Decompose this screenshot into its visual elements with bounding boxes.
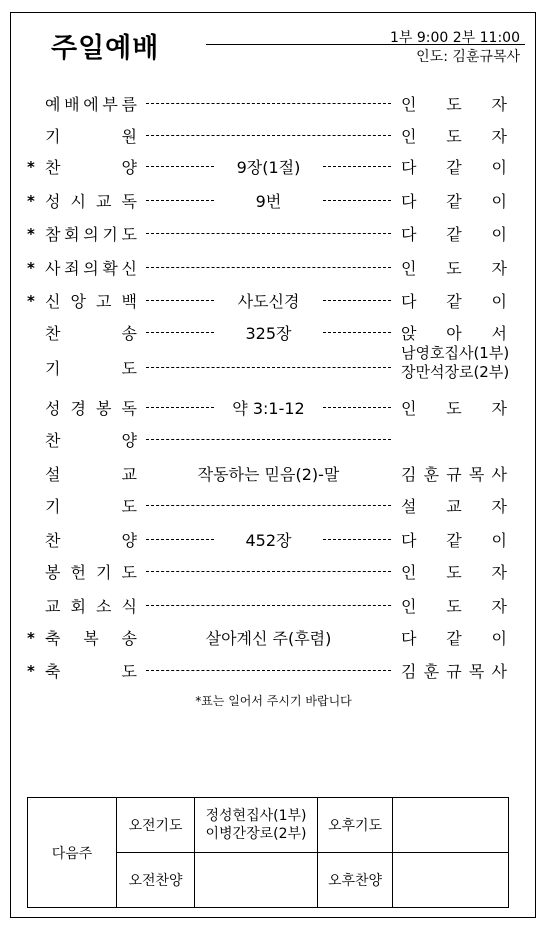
- order-row: [0, 252, 547, 282]
- order-item-name: 성 경 봉 독: [45, 399, 137, 418]
- order-row: [0, 285, 547, 315]
- order-row: [0, 317, 547, 347]
- order-item-leader: 인 도 자: [401, 127, 507, 146]
- order-item-leader: 인 도 자: [401, 597, 507, 616]
- afternoon-praise-label: 오후찬양: [318, 853, 393, 908]
- order-item-detail: 약 3:1-12: [232, 399, 305, 418]
- dotted-leader: [323, 166, 391, 167]
- order-row: [0, 392, 547, 422]
- order-item-name: 사 죄 의 확 신: [45, 259, 137, 278]
- dotted-leader: [146, 233, 391, 234]
- order-item-name: 참 회 의 기 도: [45, 225, 137, 244]
- dotted-leader: [146, 539, 214, 540]
- dotted-leader: [146, 407, 214, 408]
- order-item-name: 찬 송: [45, 324, 137, 343]
- order-item-detail: 452장: [245, 531, 292, 550]
- page-title: 주일예배: [51, 33, 160, 64]
- order-row: [0, 490, 547, 520]
- dotted-leader: [146, 571, 391, 572]
- dotted-leader: [323, 539, 391, 540]
- order-item-detail: 살아계신 주(후렴): [205, 629, 332, 648]
- order-row: [0, 556, 547, 586]
- order-item-leader: 인 도 자: [401, 399, 507, 418]
- service-leader: 인도: 김훈규목사: [416, 49, 520, 65]
- standing-mark: *: [27, 192, 35, 210]
- order-item-name: 찬 양: [45, 431, 137, 450]
- order-row: [0, 344, 547, 382]
- order-row: [0, 151, 547, 181]
- standing-note: *표는 일어서 주시기 바랍니다: [195, 694, 352, 708]
- order-item-leader: 다 같 이: [401, 292, 507, 311]
- dotted-leader: [146, 332, 214, 333]
- order-item-detail: 9장(1절): [236, 158, 301, 177]
- dotted-leader: [146, 200, 214, 201]
- dotted-leader: [146, 439, 391, 440]
- order-item-leader: 인 도 자: [401, 95, 507, 114]
- order-row: [0, 88, 547, 118]
- order-row: [0, 622, 547, 652]
- order-item-name: 성 시 교 독: [45, 192, 137, 211]
- order-item-leader: 다 같 이: [401, 192, 507, 211]
- standing-mark: *: [27, 292, 35, 310]
- dotted-leader: [323, 300, 391, 301]
- standing-mark: *: [27, 259, 35, 277]
- dotted-leader: [146, 103, 391, 104]
- order-row: [0, 218, 547, 248]
- order-item-detail: 9번: [255, 192, 282, 211]
- order-item-leader: 다 같 이: [401, 531, 507, 550]
- afternoon-praise-value: [393, 853, 509, 908]
- order-item-name: 찬 양: [45, 531, 137, 550]
- order-item-name: 교 회 소 식: [45, 597, 137, 616]
- order-item-leader: 인 도 자: [401, 563, 507, 582]
- order-item-leader: 앉 아 서: [401, 324, 507, 343]
- order-item-name: 축 복 송: [45, 629, 137, 648]
- order-item-leader: 다 같 이: [401, 158, 507, 177]
- morning-prayer-label: 오전기도: [117, 798, 195, 853]
- standing-mark: *: [27, 629, 35, 647]
- dotted-leader: [146, 670, 391, 671]
- order-row: [0, 524, 547, 554]
- order-item-name: 예 배 에 부 름: [45, 95, 137, 114]
- dotted-leader: [146, 135, 391, 136]
- order-item-leader: 다 같 이: [401, 225, 507, 244]
- order-item-leader: 다 같 이: [401, 629, 507, 648]
- dotted-leader: [146, 166, 214, 167]
- dotted-leader: [323, 332, 391, 333]
- dotted-leader: [146, 505, 391, 506]
- order-row: [0, 424, 547, 454]
- standing-mark: *: [27, 225, 35, 243]
- morning-prayer-value: 정성현집사(1부) 이병간장로(2부): [195, 798, 318, 853]
- order-item-name: 찬 양: [45, 158, 137, 177]
- order-row: [0, 655, 547, 685]
- standing-mark: *: [27, 662, 35, 680]
- order-item-detail: 사도신경: [237, 292, 300, 311]
- dotted-leader: [146, 605, 391, 606]
- order-item-name: 기 도: [45, 497, 137, 516]
- order-item-leader: 김 훈 규 목 사: [401, 465, 507, 484]
- dotted-leader: [323, 407, 391, 408]
- dotted-leader: [146, 300, 214, 301]
- order-item-leader: 설 교 자: [401, 497, 507, 516]
- morning-praise-label: 오전찬양: [117, 853, 195, 908]
- dotted-leader: [146, 367, 391, 368]
- order-item-name: 기 원: [45, 127, 137, 146]
- afternoon-prayer-label: 오후기도: [318, 798, 393, 853]
- order-item-name: 설 교: [45, 465, 137, 484]
- order-row: [0, 458, 547, 488]
- dotted-leader: [323, 200, 391, 201]
- order-item-leader: 남영호집사(1부) 장만석장로(2부): [401, 344, 510, 381]
- order-item-detail: 325장: [245, 324, 292, 343]
- morning-praise-value: [195, 853, 318, 908]
- next-week-table: [27, 797, 509, 908]
- afternoon-prayer-value: [393, 798, 509, 853]
- order-item-detail: 작동하는 믿음(2)-말: [197, 465, 340, 484]
- order-item-name: 축 도: [45, 662, 137, 681]
- order-item-name: 기 도: [45, 359, 137, 378]
- order-item-name: 신 앙 고 백: [45, 292, 137, 311]
- order-item-name: 봉 헌 기 도: [45, 563, 137, 582]
- order-row: [0, 590, 547, 620]
- dotted-leader: [146, 267, 391, 268]
- order-item-leader: 인 도 자: [401, 259, 507, 278]
- order-row: [0, 185, 547, 215]
- service-times: 1부 9:00 2부 11:00: [390, 30, 520, 46]
- order-row: [0, 120, 547, 150]
- standing-mark: *: [27, 158, 35, 176]
- next-week-label: 다음주: [28, 798, 117, 908]
- order-item-leader: 김 훈 규 목 사: [401, 662, 507, 681]
